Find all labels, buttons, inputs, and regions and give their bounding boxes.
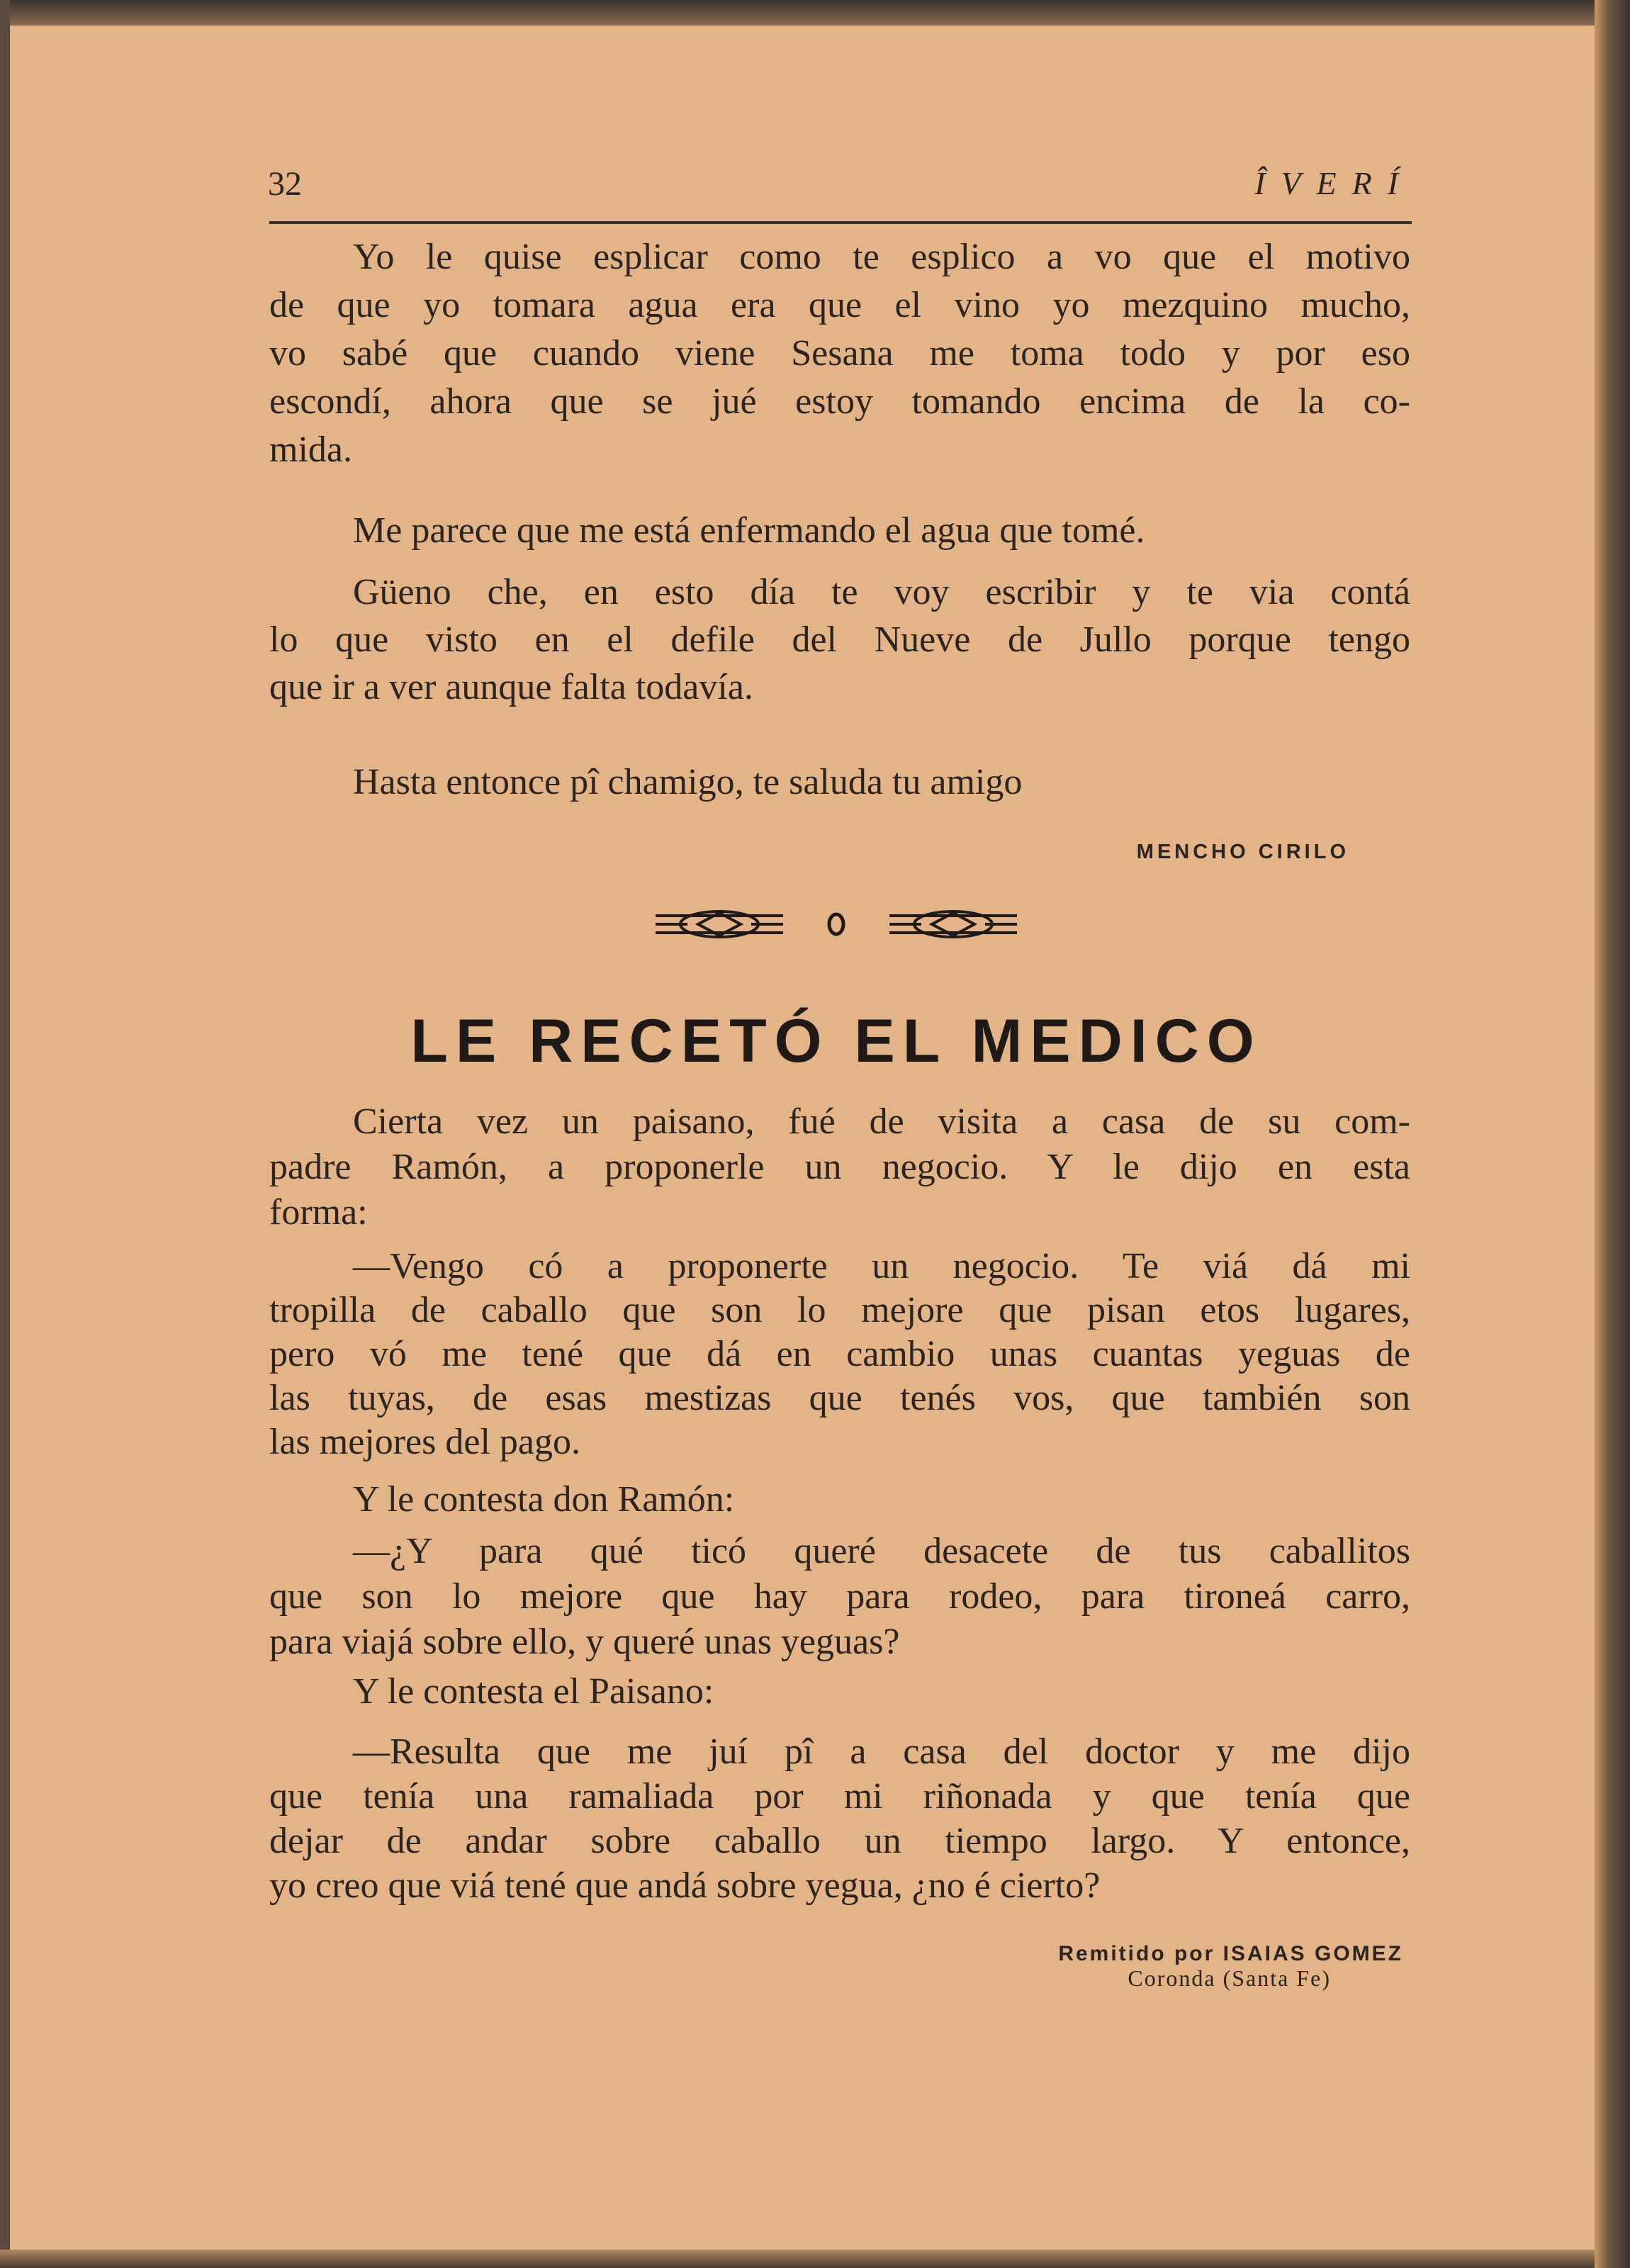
ornament-right xyxy=(889,911,1017,937)
running-head: ÎVERÍ xyxy=(1254,165,1414,201)
scan-edge-top xyxy=(0,0,1630,26)
text-line: para viajá sobre ello, y queré unas yeguas? xyxy=(269,1622,900,1662)
scan-edge-bottom xyxy=(0,2250,1630,2268)
paragraph xyxy=(269,1245,1410,1464)
letter-signature: MENCHO CIRILO xyxy=(1136,841,1349,863)
paragraph xyxy=(269,1529,1410,1665)
text-line: que son lo mejore que hay para rodeo, para tironeá carro, xyxy=(269,1576,1410,1617)
credit-line: Remitido por ISAIAS GOMEZ xyxy=(1058,1942,1403,1965)
scan-edge-left xyxy=(0,0,10,2268)
paragraph xyxy=(269,1477,1410,1522)
page-binding xyxy=(1595,0,1630,2268)
paragraph xyxy=(269,568,1410,711)
text-line: pero vó me tené que dá en cambio unas cuantas yeguas de xyxy=(269,1334,1410,1374)
text-line: vo sabé que cuando viene Sesana me toma todo y por eso xyxy=(269,333,1410,374)
text-line: —Vengo có a proponerte un negocio. Te viá dá mi xyxy=(353,1246,1410,1286)
text-line: lo que visto en el defile del Nueve de Jullo porque tengo xyxy=(269,619,1410,660)
header-rule xyxy=(269,221,1412,224)
text-line: forma: xyxy=(269,1192,368,1233)
text-line: que ir a ver aunque falta todavía. xyxy=(269,667,753,707)
text-line: Yo le quise esplicar como te esplico a vo que el motivo xyxy=(353,237,1410,277)
credit-place: Coronda (Santa Fe) xyxy=(1128,1965,1331,1991)
text-line: Hasta entonce pî chamigo, te saluda tu amigo xyxy=(353,762,1023,802)
section-divider-ornament xyxy=(652,909,1021,940)
text-line: dejar de andar sobre caballo un tiempo largo. Y entonce, xyxy=(269,1821,1410,1861)
text-line: las mejores del pago. xyxy=(269,1422,580,1462)
text-line: Y le contesta el Paisano: xyxy=(353,1671,714,1712)
text-line: Y le contesta don Ramón: xyxy=(353,1479,735,1520)
page-number: 32 xyxy=(268,165,302,203)
text-line: escondí, ahora que se jué estoy tomando encima de la co- xyxy=(269,381,1410,422)
text-line: de que yo tomara agua era que el vino yo mezquino mucho, xyxy=(269,285,1410,325)
paragraph xyxy=(269,758,1410,807)
text-line: mida. xyxy=(269,430,352,470)
text-line: tropilla de caballo que son lo mejore que pisan etos lugares, xyxy=(269,1290,1410,1330)
story-title: LE RECETÓ EL MEDICO xyxy=(410,1007,1262,1075)
text-line: —Resulta que me juí pî a casa del doctor y me dijo xyxy=(353,1731,1410,1772)
paragraph xyxy=(269,1729,1410,1908)
text-line: Me parece que me está enfermando el agua que tomé. xyxy=(353,510,1145,551)
paragraph xyxy=(269,1669,1410,1714)
paragraph xyxy=(269,233,1410,474)
ornament-center-dot xyxy=(829,914,843,934)
text-line: las tuyas, de esas mestizas que tenés vos, que también son xyxy=(269,1378,1410,1418)
text-line: yo creo que viá tené que andá sobre yegua, ¿no é cierto? xyxy=(269,1865,1101,1906)
text-line: que tenía una ramaliada por mi riñonada y que tenía que xyxy=(269,1776,1410,1817)
paragraph xyxy=(269,1099,1410,1235)
ornament-left xyxy=(656,911,783,937)
text-line: Cierta vez un paisano, fué de visita a casa de su com- xyxy=(353,1101,1410,1142)
text-line: Güeno che, en esto día te voy escribir y te via contá xyxy=(353,572,1410,612)
paragraph xyxy=(269,507,1410,555)
text-line: padre Ramón, a proponerle un negocio. Y le dijo en esta xyxy=(269,1147,1410,1187)
text-line: —¿Y para qué ticó queré desacete de tus caballitos xyxy=(353,1531,1410,1571)
